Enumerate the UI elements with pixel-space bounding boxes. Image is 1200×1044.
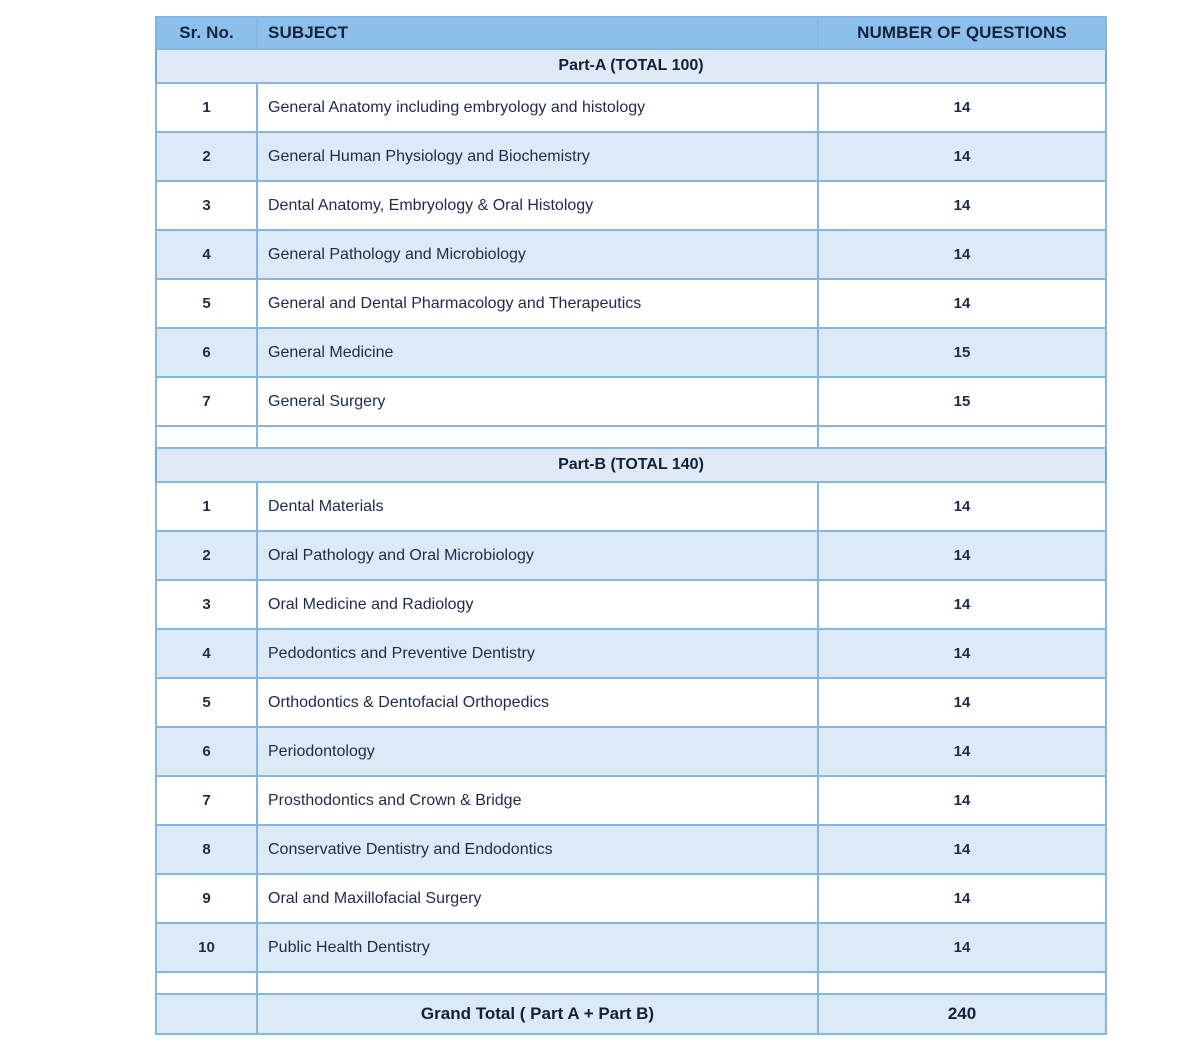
table-row [156, 678, 1106, 727]
row-question-count: 14 [818, 230, 1106, 279]
row-serial-number: 10 [156, 923, 257, 972]
row-subject-name: Dental Materials [257, 482, 818, 531]
row-subject-name: Oral Pathology and Oral Microbiology [257, 531, 818, 580]
table-row [156, 377, 1106, 426]
row-question-count: 14 [818, 629, 1106, 678]
spacer-cell-number [818, 972, 1106, 994]
row-subject-name: Pedodontics and Preventive Dentistry [257, 629, 818, 678]
row-question-count: 14 [818, 923, 1106, 972]
subject-question-distribution-table [155, 16, 1107, 1035]
table-header-row [156, 17, 1106, 49]
row-subject-name: General Anatomy including embryology and histology [257, 83, 818, 132]
row-serial-number: 2 [156, 531, 257, 580]
row-serial-number: 1 [156, 482, 257, 531]
row-question-count: 14 [818, 482, 1106, 531]
row-subject-name: Orthodontics & Dentofacial Orthopedics [257, 678, 818, 727]
row-serial-number: 1 [156, 83, 257, 132]
grand-total-value: 240 [818, 994, 1106, 1034]
row-serial-number: 6 [156, 328, 257, 377]
row-serial-number: 5 [156, 279, 257, 328]
column-header-number-of-questions: NUMBER OF QUESTIONS [818, 17, 1106, 49]
section-banner-label: Part-B (TOTAL 140) [156, 448, 1106, 482]
row-question-count: 14 [818, 132, 1106, 181]
spacer-cell-subject [257, 426, 818, 448]
spacer-cell-sr [156, 426, 257, 448]
row-subject-name: General Pathology and Microbiology [257, 230, 818, 279]
row-serial-number: 4 [156, 629, 257, 678]
table-row [156, 727, 1106, 776]
table-row [156, 923, 1106, 972]
grand-total-row [156, 994, 1106, 1034]
spec-table-container [155, 16, 1105, 1035]
row-serial-number: 6 [156, 727, 257, 776]
grand-total-serial [156, 994, 257, 1034]
section-banner-row [156, 448, 1106, 482]
row-serial-number: 5 [156, 678, 257, 727]
spacer-row [156, 426, 1106, 448]
table-row [156, 181, 1106, 230]
row-question-count: 14 [818, 531, 1106, 580]
row-question-count: 14 [818, 580, 1106, 629]
row-subject-name: General and Dental Pharmacology and Therapeutics [257, 279, 818, 328]
section-banner-label: Part-A (TOTAL 100) [156, 49, 1106, 83]
row-serial-number: 3 [156, 580, 257, 629]
row-question-count: 15 [818, 328, 1106, 377]
row-serial-number: 2 [156, 132, 257, 181]
table-row [156, 482, 1106, 531]
table-row [156, 629, 1106, 678]
spacer-cell-number [818, 426, 1106, 448]
row-serial-number: 7 [156, 776, 257, 825]
row-serial-number: 7 [156, 377, 257, 426]
row-question-count: 14 [818, 279, 1106, 328]
row-subject-name: Periodontology [257, 727, 818, 776]
row-subject-name: Public Health Dentistry [257, 923, 818, 972]
row-subject-name: Conservative Dentistry and Endodontics [257, 825, 818, 874]
table-row [156, 328, 1106, 377]
row-subject-name: General Surgery [257, 377, 818, 426]
section-banner-row [156, 49, 1106, 83]
column-header-subject: SUBJECT [257, 17, 818, 49]
row-question-count: 14 [818, 678, 1106, 727]
table-row [156, 132, 1106, 181]
row-serial-number: 3 [156, 181, 257, 230]
row-subject-name: General Medicine [257, 328, 818, 377]
table-row [156, 580, 1106, 629]
row-question-count: 14 [818, 825, 1106, 874]
row-serial-number: 8 [156, 825, 257, 874]
spacer-cell-subject [257, 972, 818, 994]
row-question-count: 14 [818, 181, 1106, 230]
table-body [156, 17, 1106, 1034]
table-row [156, 83, 1106, 132]
table-row [156, 279, 1106, 328]
row-subject-name: Prosthodontics and Crown & Bridge [257, 776, 818, 825]
row-subject-name: Dental Anatomy, Embryology & Oral Histology [257, 181, 818, 230]
row-question-count: 14 [818, 776, 1106, 825]
grand-total-label: Grand Total ( Part A + Part B) [257, 994, 818, 1034]
spacer-row [156, 972, 1106, 994]
row-subject-name: Oral Medicine and Radiology [257, 580, 818, 629]
table-row [156, 776, 1106, 825]
table-row [156, 531, 1106, 580]
row-serial-number: 4 [156, 230, 257, 279]
row-subject-name: General Human Physiology and Biochemistry [257, 132, 818, 181]
row-question-count: 14 [818, 83, 1106, 132]
table-row [156, 230, 1106, 279]
row-question-count: 14 [818, 727, 1106, 776]
row-serial-number: 9 [156, 874, 257, 923]
row-question-count: 14 [818, 874, 1106, 923]
spacer-cell-sr [156, 972, 257, 994]
table-row [156, 825, 1106, 874]
column-header-sr-no: Sr. No. [156, 17, 257, 49]
row-question-count: 15 [818, 377, 1106, 426]
table-row [156, 874, 1106, 923]
row-subject-name: Oral and Maxillofacial Surgery [257, 874, 818, 923]
